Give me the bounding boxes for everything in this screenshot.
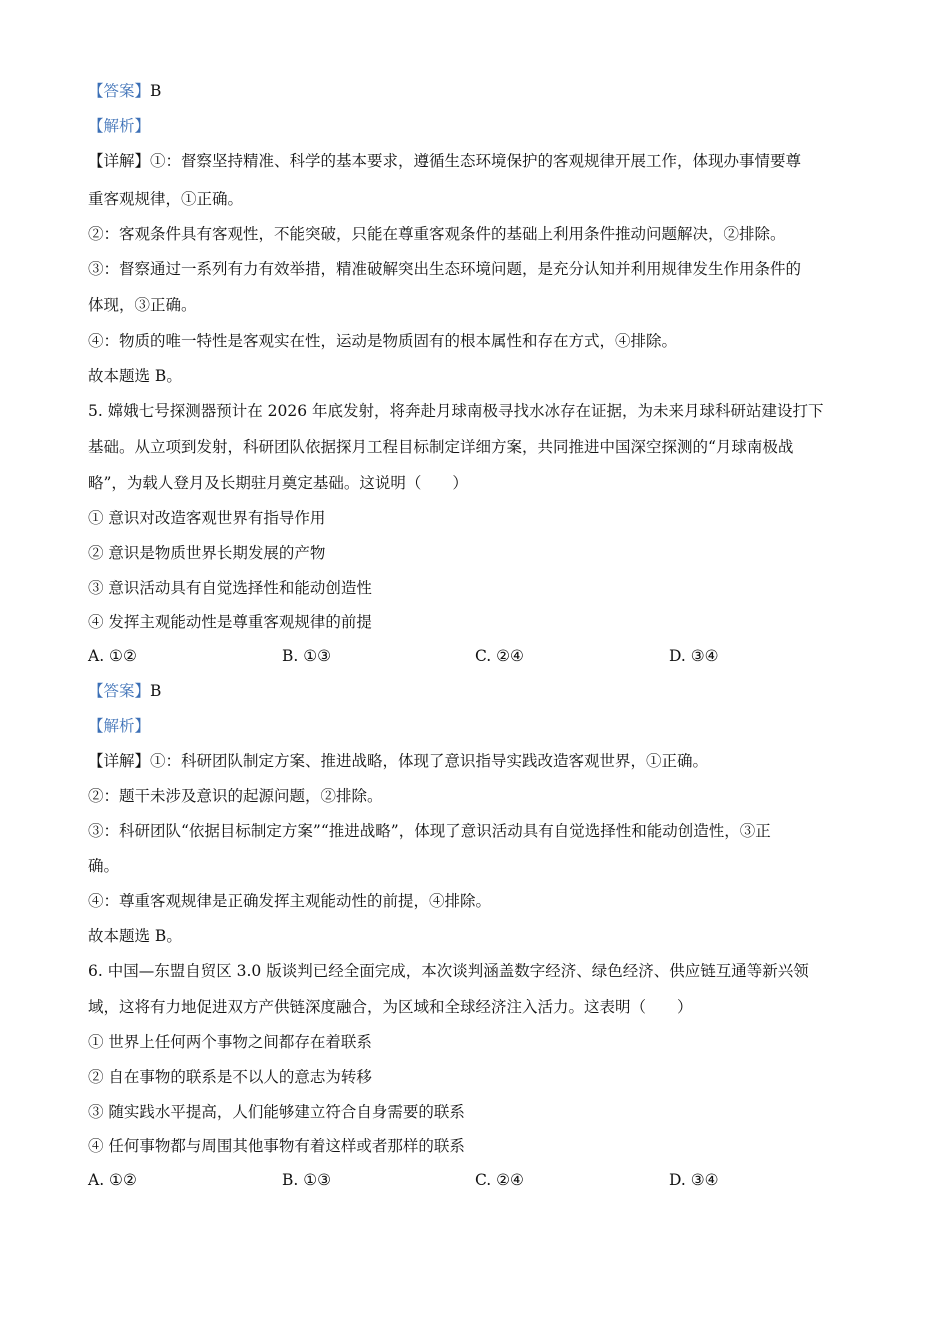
q5-conclusion: 故本题选 B。 [88, 927, 182, 945]
q4-detail-line-5: 体现，③正确。 [88, 296, 197, 314]
q5-detail-line-3: ③：科研团队“依据目标制定方案”“推进战略”，体现了意识活动具有自觉选择性和能动创造性，③正 [88, 822, 771, 840]
answer-value: B [150, 682, 162, 700]
q4-detail-line-1 [88, 144, 801, 178]
q5-detail-line-1 [88, 744, 708, 778]
q6-stem-line-2: 域，这将有力地促进双方产供链深度融合，为区域和全球经济注入活力。这表明（ ） [88, 998, 693, 1016]
q6-item-2: ② 自在事物的联系是不以人的意志为转移 [88, 1068, 372, 1086]
q5-option-a: A. ①② [88, 647, 137, 665]
q5-option-c: C. ②④ [475, 647, 524, 665]
answer-tag: 【答案】 [88, 82, 151, 100]
q4-detail-line-4: ③：督察通过一系列有力有效举措，精准破解突出生态环境问题，是充分认知并利用规律发生作用条件的 [88, 260, 802, 278]
q6-item-1: ① 世界上任何两个事物之间都存在着联系 [88, 1033, 372, 1051]
q5-item-2: ② 意识是物质世界长期发展的产物 [88, 544, 326, 562]
q5-stem-line-1: 5. 嫦娥七号探测器预计在 2026 年底发射，将奔赴月球南极寻找水冰存在证据，为未来月球科研站建设打下 [88, 402, 824, 420]
q6-option-a: A. ①② [88, 1171, 137, 1189]
detail-text: ①：督察坚持精准、科学的基本要求，遵循生态环境保护的客观规律开展工作，体现办事情要尊 [150, 152, 802, 170]
answer-value: B [150, 82, 162, 100]
q5-analysis-heading: 【解析】 [88, 717, 151, 735]
q4-conclusion: 故本题选 B。 [88, 367, 182, 385]
q5-detail-line-2: ②：题干未涉及意识的起源问题，②排除。 [88, 787, 383, 805]
q5-answer [88, 674, 161, 708]
detail-tag: 【详解】 [88, 752, 151, 770]
q5-item-4: ④ 发挥主观能动性是尊重客观规律的前提 [88, 613, 372, 631]
q4-analysis-heading: 【解析】 [88, 117, 151, 135]
detail-text: ①：科研团队制定方案、推进战略，体现了意识指导实践改造客观世界，①正确。 [150, 752, 709, 770]
q6-item-3: ③ 随实践水平提高，人们能够建立符合自身需要的联系 [88, 1103, 465, 1121]
q4-answer [88, 74, 161, 108]
q4-detail-line-6: ④：物质的唯一特性是客观实在性，运动是物质固有的根本属性和存在方式，④排除。 [88, 332, 678, 350]
q5-detail-line-4: 确。 [88, 857, 120, 875]
q5-option-b: B. ①③ [282, 647, 332, 665]
q5-option-d: D. ③④ [669, 647, 719, 665]
q4-detail-line-2: 重客观规律，①正确。 [88, 190, 244, 208]
q5-item-1: ① 意识对改造客观世界有指导作用 [88, 509, 326, 527]
q6-option-d: D. ③④ [669, 1171, 719, 1189]
q4-detail-line-3: ②：客观条件具有客观性，不能突破，只能在尊重客观条件的基础上利用条件推动问题解决，②排除。 [88, 225, 786, 243]
q6-option-b: B. ①③ [282, 1171, 332, 1189]
q5-item-3: ③ 意识活动具有自觉选择性和能动创造性 [88, 579, 372, 597]
q6-option-c: C. ②④ [475, 1171, 524, 1189]
detail-tag: 【详解】 [88, 152, 151, 170]
q5-detail-line-5: ④：尊重客观规律是正确发挥主观能动性的前提，④排除。 [88, 892, 492, 910]
q6-stem-line-1: 6. 中国—东盟自贸区 3.0 版谈判已经全面完成，本次谈判涵盖数字经济、绿色经济、供应链互通等新兴领 [88, 962, 809, 980]
answer-tag: 【答案】 [88, 682, 151, 700]
q5-stem-line-2: 基础。从立项到发射，科研团队依据探月工程目标制定详细方案，共同推进中国深空探测的“月球南极战 [88, 438, 794, 456]
q6-item-4: ④ 任何事物都与周围其他事物有着这样或者那样的联系 [88, 1137, 465, 1155]
q5-stem-line-3: 略”，为载人登月及长期驻月奠定基础。这说明（ ） [88, 474, 468, 492]
